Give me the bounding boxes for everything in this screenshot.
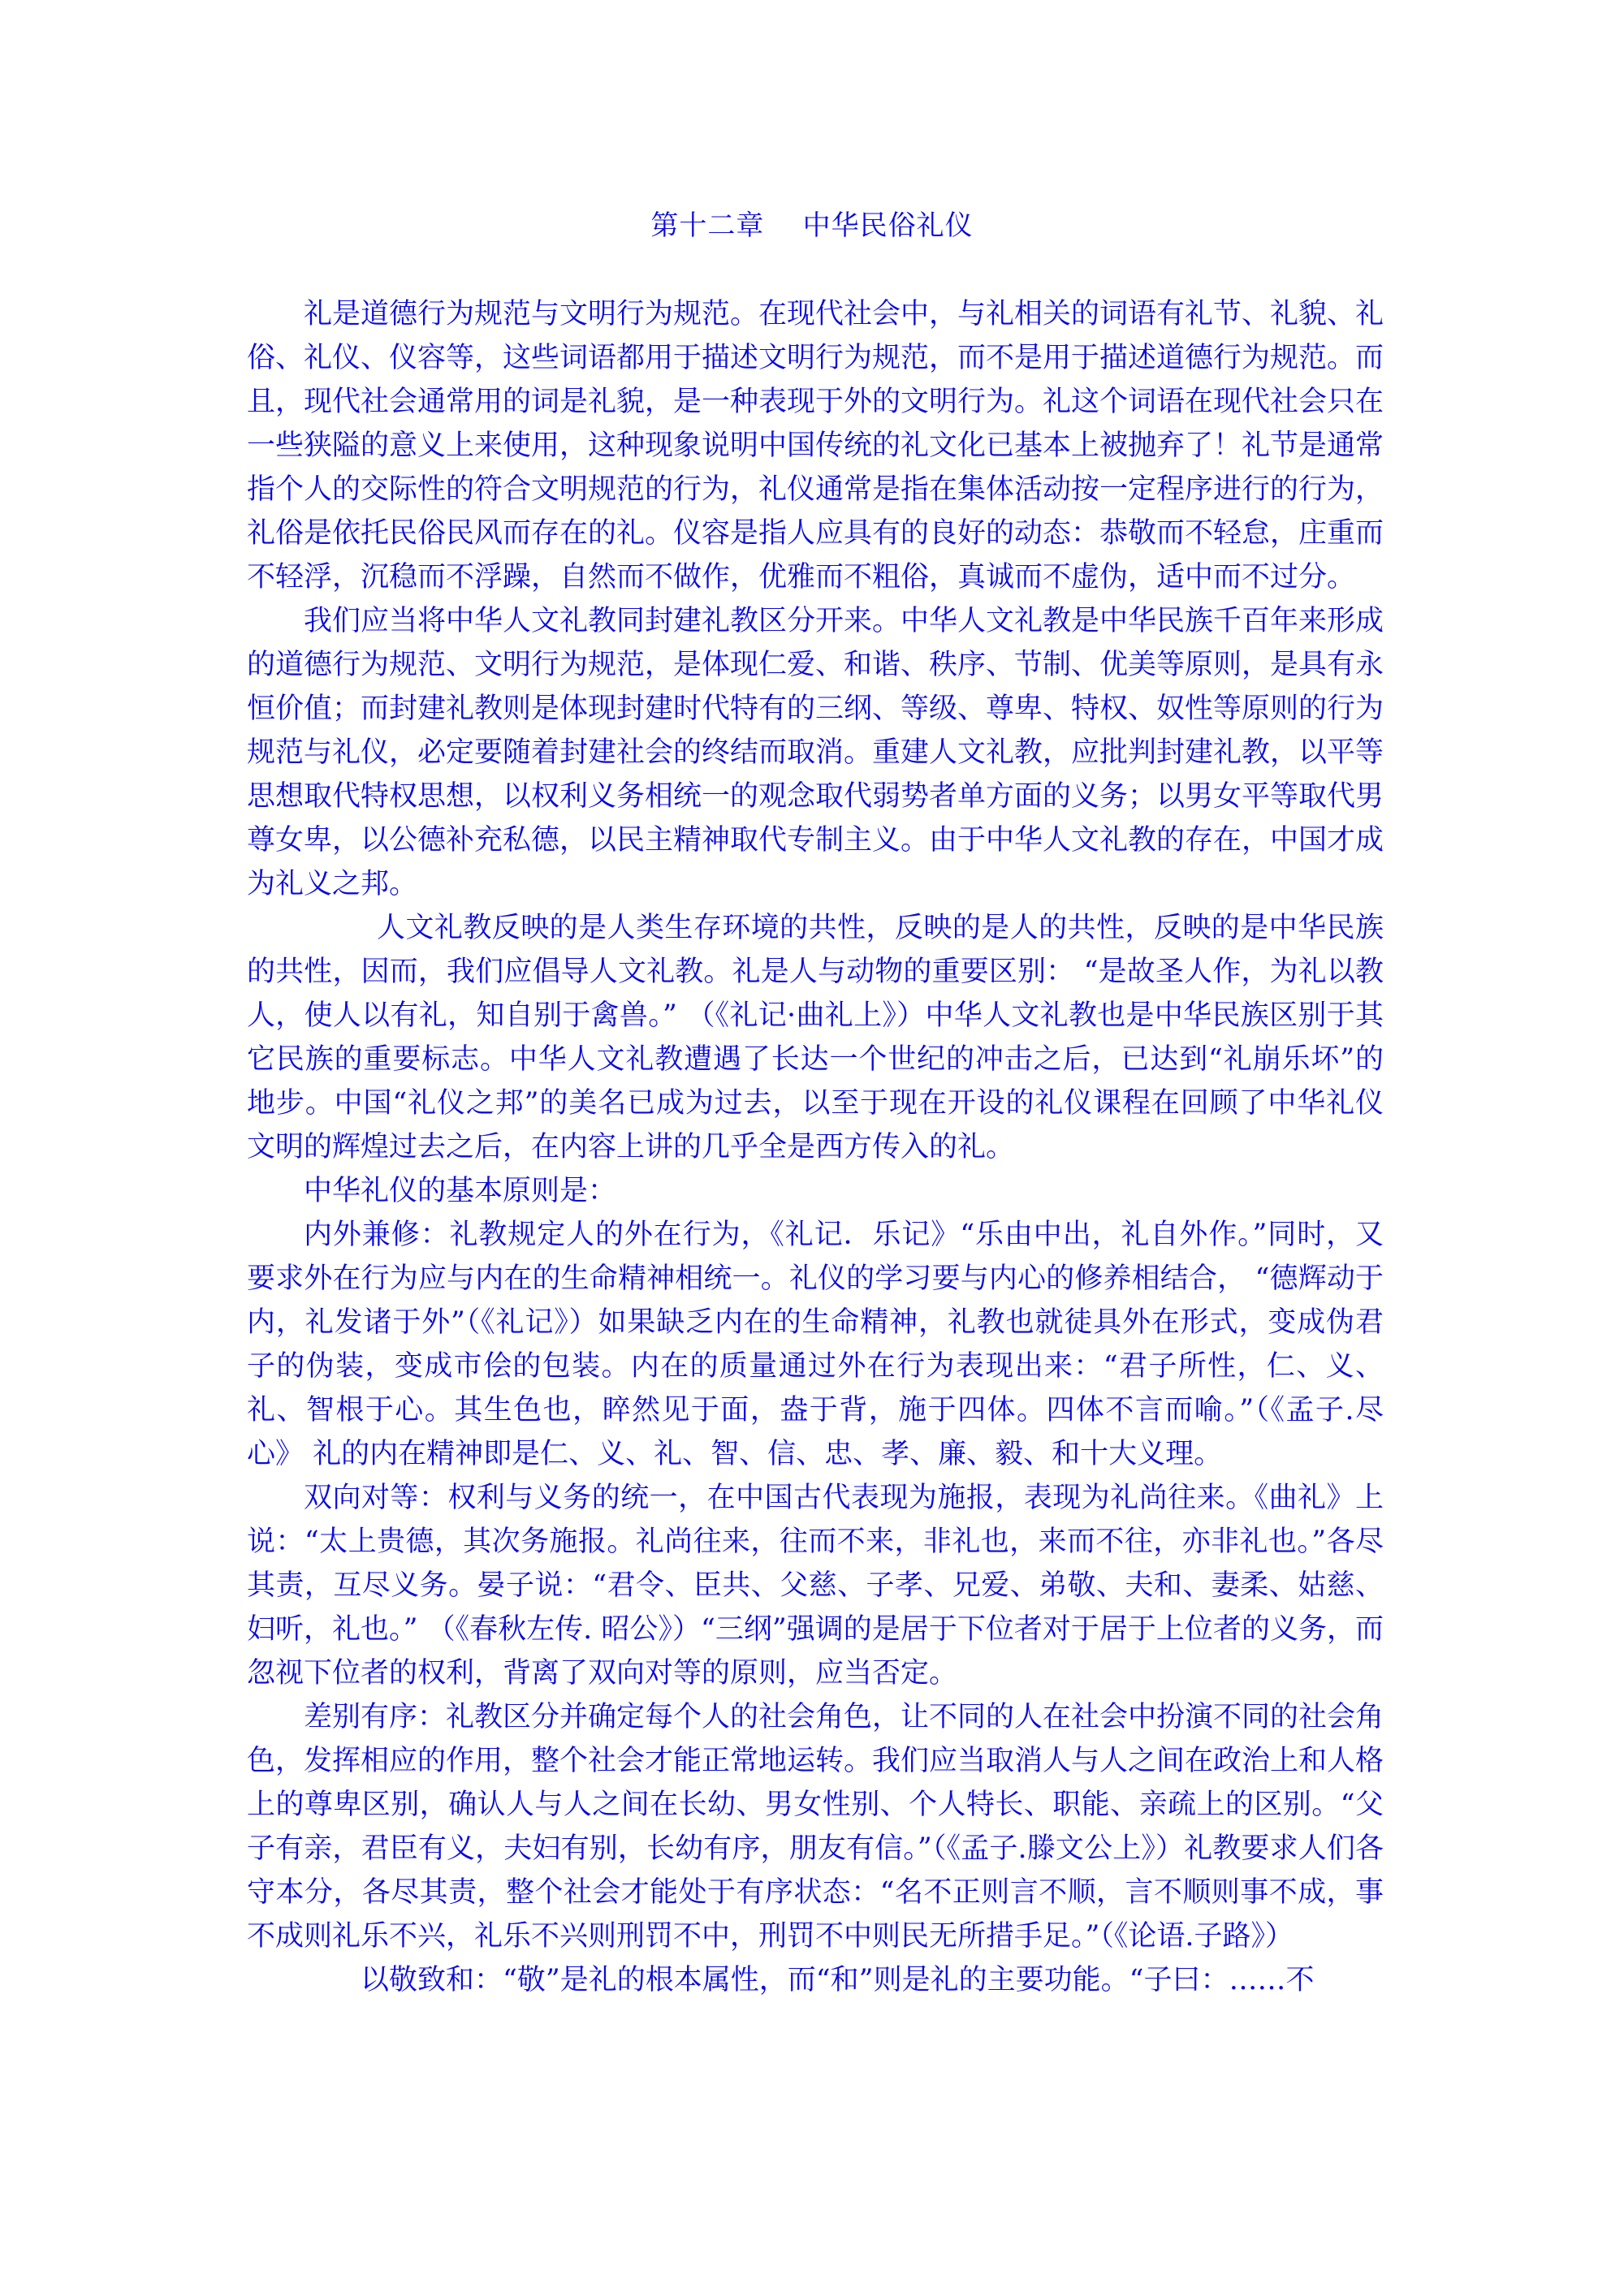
paragraph-li-definition: 礼是道德行为规范与文明行为规范。在现代社会中，与礼相关的词语有礼节、礼貌、礼俗、礼仪、仪容等，这些词语都用于描述文明行为规范，而不是用于描述道德行为规范。而且，现代社会通常用的词是礼貌，是一种表现于外的文明行为。礼这个词语在现代社会只在一些狭隘的意义上来使用，这种现象说明中国传统的礼文化已基本上被抛弃了！礼节是通常指个人的交际性的符合文明规范的行为，礼仪通常是指在集体活动按一定程序进行的行为，礼俗是依托民俗民风而存在的礼。仪容是指人应具有的良好的动态：恭敬而不轻怠，庄重而不轻浮，沉稳而不浮躁，自然而不做作，优雅而不粗俗，真诚而不虚伪，适中而不过分。: [247, 298, 1384, 593]
paragraph-principle-order: 差别有序：礼教区分并确定每个人的社会角色，让不同的人在社会中扮演不同的社会角色，发挥相应的作用，整个社会才能正常地运转。我们应当取消人与人之间在政治上和人格上的尊卑区别，确认人与人之间在长幼、男女性别、个人特长、职能、亲疏上的区别。“父子有亲，君臣有义，夫妇有别，长幼有序，朋友有信。”（《孟子.滕文公上》）礼教要求人们各守本分，各尽其责，整个社会才能处于有序状态：“名不正则言不顺，言不顺则事不成，事不成则礼乐不兴，礼乐不兴则刑罚不中，刑罚不中则民无所措手足。”（《论语.子路》）: [247, 1701, 1384, 1953]
chapter-title: 第十二章 中华民俗礼仪: [650, 209, 974, 242]
paragraph-humanistic-etiquette: 人文礼教反映的是人类生存环境的共性，反映的是人的共性，反映的是中华民族的共性，因而，我们应倡导人文礼教。礼是人与动物的重要区别： “是故圣人作，为礼以教人，使人以有礼，知自别于禽兽。” （《礼记·曲礼上》）中华人文礼教也是中华民族区别于其它民族的重要标志。中华人文礼教遭遇了长达一个世纪的冲击之后，已达到“礼崩乐坏”的地步。中国“礼仪之邦”的美名已成为过去，以至于现在开设的礼仪课程在回顾了中华礼仪文明的辉煌过去之后，在内容上讲的几乎全是西方传入的礼。: [247, 912, 1384, 1163]
paragraph-principle-inner-outer: 内外兼修：礼教规定人的外在行为，《礼记．乐记》“乐由中出，礼自外作。”同时，又要求外在行为应与内在的生命精神相统一。礼仪的学习要与内心的修养相结合， “德辉动于内，礼发诸于外”（《礼记》）如果缺乏内在的生命精神，礼教也就徒具外在形式，变成伪君子的伪装，变成市侩的包装。内在的质量通过外在行为表现出来：“君子所性，仁、义、礼、智根于心。其生色也，睟然见于面，盎于背，施于四体。四体不言而喻。”（《孟子.尽心》 礼的内在精神即是仁、义、礼、智、信、忠、孝、廉、毅、和十大义理。: [247, 1219, 1384, 1470]
paragraph-principle-reciprocity: 双向对等：权利与义务的统一，在中国古代表现为施报，表现为礼尚往来。《曲礼》上说：“太上贵德，其次务施报。礼尚往来，往而不来，非礼也，来而不往，亦非礼也。”各尽其责，互尽义务。晏子说：“君令、臣共、父慈、子孝、兄爱、弟敬、夫和、妻柔、姑慈、妇听，礼也。” （《春秋左传. 昭公》）“三纲”强调的是居于下位者对于居于上位者的义务，而忽视下位者的权利，背离了双向对等的原则，应当否定。: [247, 1482, 1384, 1690]
paragraph-basic-principles-heading: 中华礼仪的基本原则是：: [304, 1175, 617, 1207]
paragraph-humanistic-vs-feudal: 我们应当将中华人文礼教同封建礼教区分开来。中华人文礼教是中华民族千百年来形成的道德行为规范、文明行为规范，是体现仁爱、和谐、秩序、节制、优美等原则，是具有永恒价值；而封建礼教则是体现封建时代特有的三纲、等级、尊卑、特权、奴性等原则的行为规范与礼仪，必定要随着封建社会的终结而取消。重建人文礼教，应批判封建礼教，以平等思想取代特权思想，以权利义务相统一的观念取代弱势者单方面的义务；以男女平等取代男尊女卑，以公德补充私德，以民主精神取代专制主义。由于中华人文礼教的存在，中国才成为礼义之邦。: [247, 605, 1384, 900]
document-body: [247, 292, 1384, 2002]
paragraph-principle-respect-harmony: 以敬致和：“敬”是礼的根本属性，而“和”则是礼的主要功能。“子曰：……不: [361, 1964, 1315, 1996]
